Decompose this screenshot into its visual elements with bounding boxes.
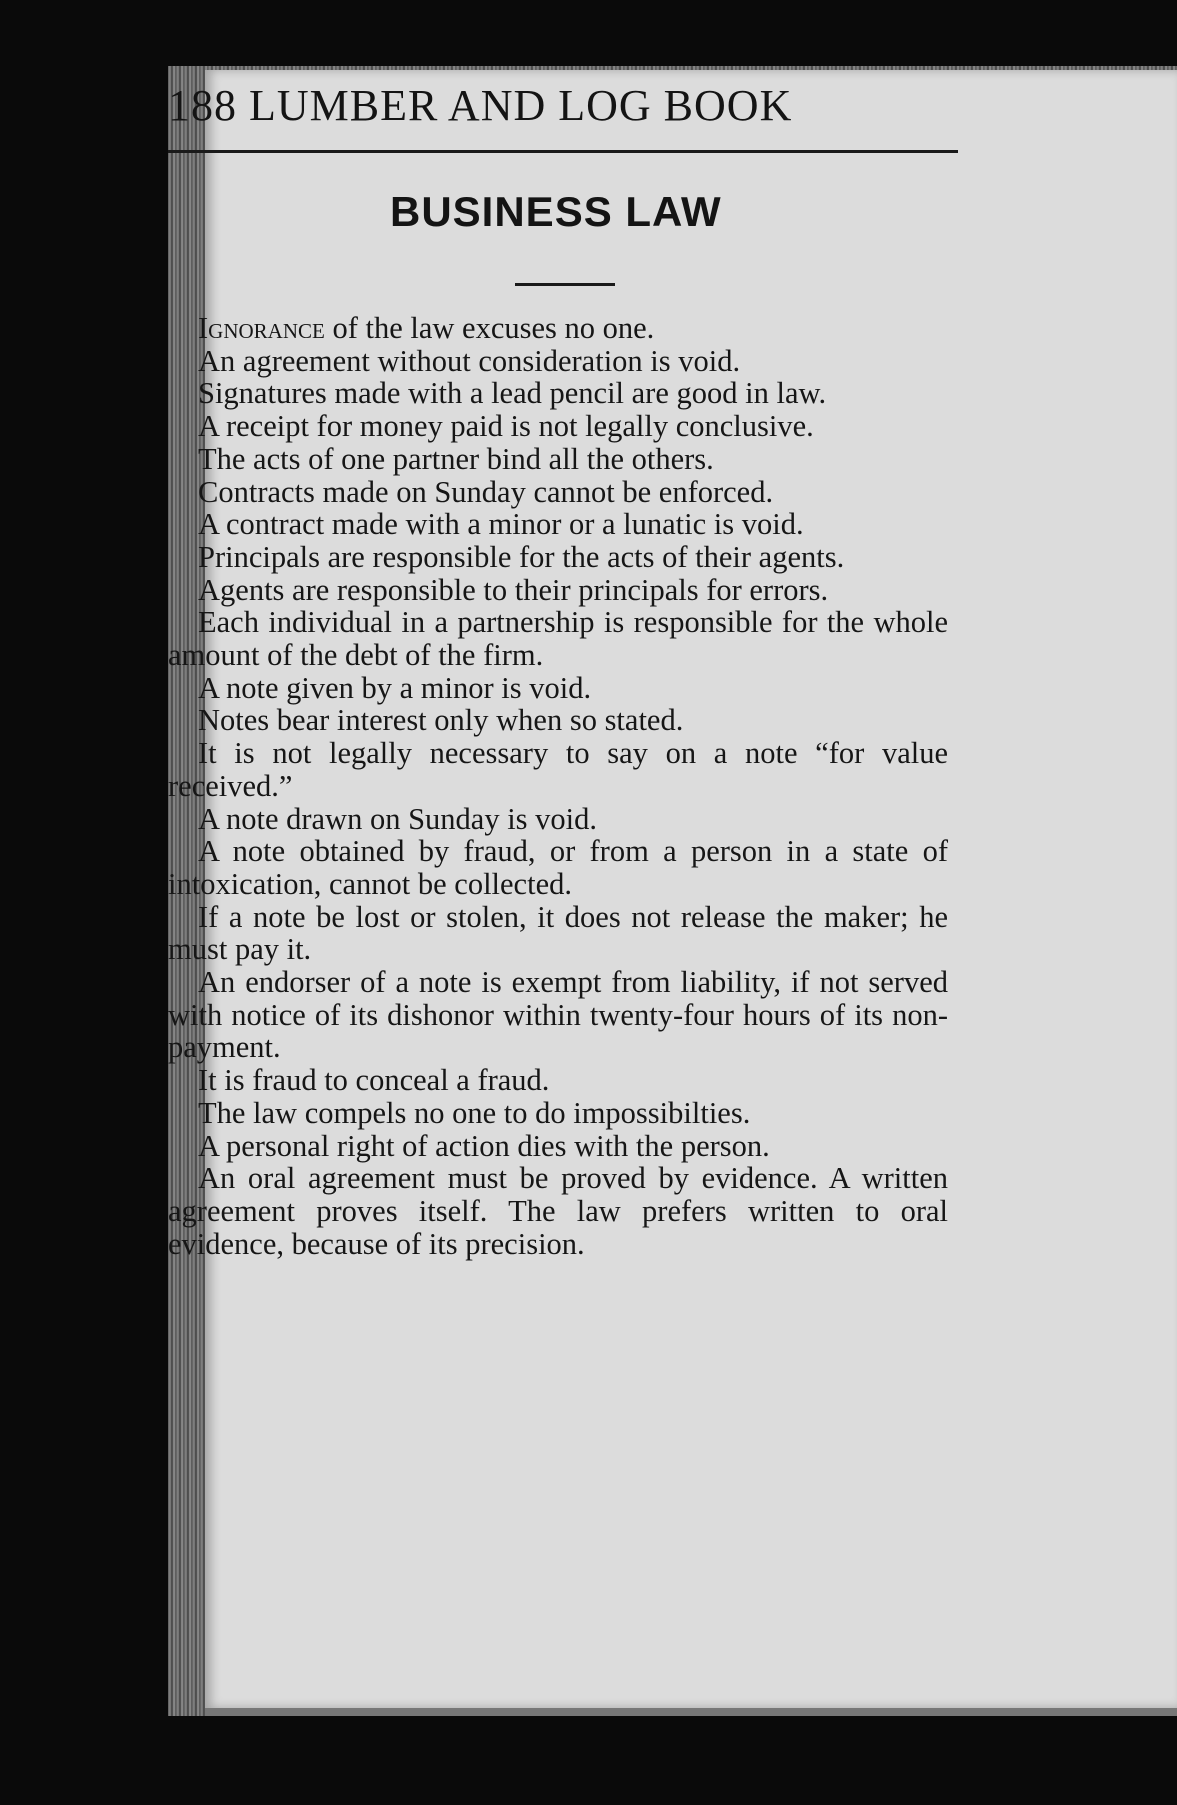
paragraph: A personal right of action dies with the person.: [198, 1128, 770, 1163]
paragraph: Principals are responsible for the acts of their agents.: [198, 539, 845, 574]
header-rule: [168, 150, 958, 153]
title-rule: [515, 283, 615, 286]
paragraph: Notes bear interest only when so stated.: [198, 703, 684, 738]
page-bottom-edge: [205, 1708, 1177, 1716]
paragraph: If a note be lost or stolen, it does not release the maker; he must pay it.: [168, 899, 948, 967]
paragraph: An endorser of a note is exempt from liability, if not served with notice of its dishonor within twenty-four hours of its non-payment.: [168, 965, 948, 1065]
paragraph: An oral agreement must be proved by evidence. A written agreement proves itself. The law prefers written to oral evidence, because of its precision.: [168, 1161, 948, 1261]
paragraph: Each individual in a partnership is responsible for the whole amount of the debt of the firm.: [168, 605, 948, 673]
paragraph: It is not legally necessary to say on a note “for value received.”: [168, 736, 948, 803]
paragraph: A note obtained by fraud, or from a person in a state of intoxication, cannot be collected.: [168, 834, 948, 901]
paragraph: The acts of one partner bind all the others.: [198, 441, 714, 476]
paragraph: A note drawn on Sunday is void.: [198, 801, 598, 836]
paragraph: Agents are responsible to their principals for errors.: [198, 572, 829, 607]
paragraph: Signatures made with a lead pencil are good in law.: [198, 376, 827, 411]
paragraph: An agreement without consideration is void.: [198, 343, 741, 378]
running-head: [168, 80, 792, 131]
paragraph: Contracts made on Sunday cannot be enforced.: [198, 474, 774, 509]
paragraph: The law compels no one to do impossibilties.: [198, 1095, 751, 1130]
body-text: [168, 312, 948, 1260]
page-number: 188: [168, 81, 237, 130]
paragraph-lead: Ignorance: [198, 311, 325, 345]
paragraph: Ignorance of the law excuses no one.: [198, 311, 655, 345]
paragraph: A contract made with a minor or a lunatic is void.: [198, 507, 804, 542]
paragraph: It is fraud to conceal a fraud.: [198, 1063, 550, 1098]
running-title: LUMBER AND LOG BOOK: [249, 81, 793, 130]
section-title: BUSINESS LAW: [390, 188, 722, 235]
paragraph: A note given by a minor is void.: [198, 670, 592, 705]
paragraph: A receipt for money paid is not legally conclusive.: [198, 409, 814, 444]
